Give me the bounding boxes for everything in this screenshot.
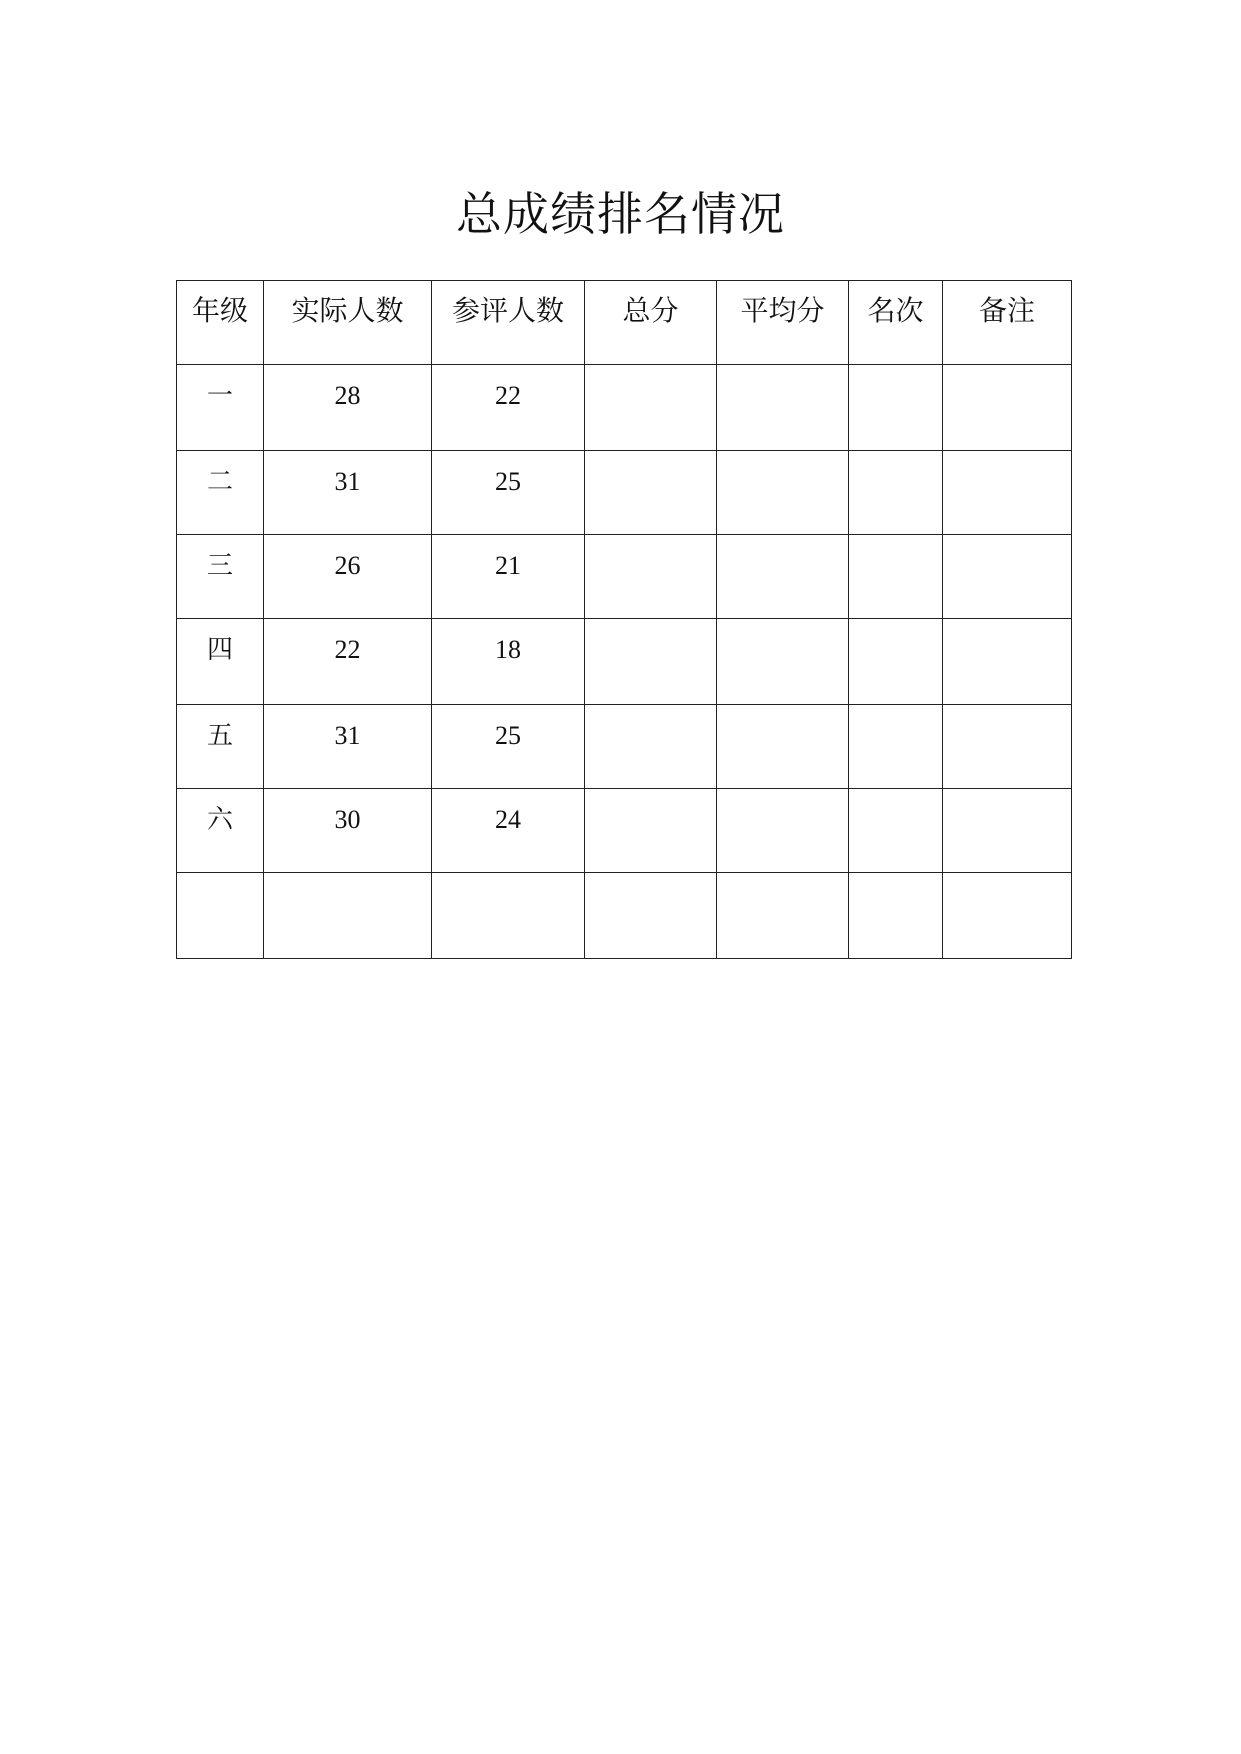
cell-actual-count: 31 — [264, 451, 432, 535]
header-note: 备注 — [943, 281, 1072, 365]
cell-note — [943, 365, 1072, 451]
cell-actual-count: 22 — [264, 619, 432, 705]
cell-rank — [849, 873, 943, 959]
cell-total-score — [585, 535, 717, 619]
header-total-score: 总分 — [585, 281, 717, 365]
cell-evaluated-count: 25 — [432, 705, 585, 789]
cell-grade: 六 — [177, 789, 264, 873]
cell-rank — [849, 535, 943, 619]
cell-grade: 四 — [177, 619, 264, 705]
ranking-table — [176, 280, 1072, 959]
cell-note — [943, 789, 1072, 873]
page-title: 总成绩排名情况 — [456, 186, 785, 241]
cell-grade: 一 — [177, 365, 264, 451]
cell-note — [943, 535, 1072, 619]
cell-total-score — [585, 873, 717, 959]
table-row — [177, 789, 1072, 873]
table-row — [177, 365, 1072, 451]
header-rank: 名次 — [849, 281, 943, 365]
cell-actual-count: 28 — [264, 365, 432, 451]
cell-rank — [849, 705, 943, 789]
cell-rank — [849, 451, 943, 535]
cell-actual-count: 30 — [264, 789, 432, 873]
table-header-row — [177, 281, 1072, 365]
table-row — [177, 705, 1072, 789]
cell-rank — [849, 789, 943, 873]
cell-note — [943, 705, 1072, 789]
cell-total-score — [585, 789, 717, 873]
cell-rank — [849, 619, 943, 705]
cell-evaluated-count: 24 — [432, 789, 585, 873]
header-average-score: 平均分 — [717, 281, 849, 365]
cell-actual-count — [264, 873, 432, 959]
cell-grade — [177, 873, 264, 959]
cell-evaluated-count — [432, 873, 585, 959]
cell-note — [943, 619, 1072, 705]
table-row — [177, 873, 1072, 959]
cell-total-score — [585, 451, 717, 535]
cell-total-score — [585, 619, 717, 705]
header-evaluated-count: 参评人数 — [432, 281, 585, 365]
cell-actual-count: 26 — [264, 535, 432, 619]
cell-total-score — [585, 365, 717, 451]
cell-average-score — [717, 619, 849, 705]
cell-note — [943, 873, 1072, 959]
cell-average-score — [717, 789, 849, 873]
cell-rank — [849, 365, 943, 451]
cell-average-score — [717, 451, 849, 535]
table-row — [177, 535, 1072, 619]
cell-note — [943, 451, 1072, 535]
cell-evaluated-count: 22 — [432, 365, 585, 451]
cell-evaluated-count: 21 — [432, 535, 585, 619]
cell-grade: 三 — [177, 535, 264, 619]
cell-total-score — [585, 705, 717, 789]
cell-evaluated-count: 25 — [432, 451, 585, 535]
table-row — [177, 451, 1072, 535]
header-grade: 年级 — [177, 281, 264, 365]
cell-average-score — [717, 535, 849, 619]
header-actual-count: 实际人数 — [264, 281, 432, 365]
cell-average-score — [717, 365, 849, 451]
cell-average-score — [717, 705, 849, 789]
table-row — [177, 619, 1072, 705]
cell-grade: 二 — [177, 451, 264, 535]
cell-average-score — [717, 873, 849, 959]
cell-evaluated-count: 18 — [432, 619, 585, 705]
cell-grade: 五 — [177, 705, 264, 789]
cell-actual-count: 31 — [264, 705, 432, 789]
